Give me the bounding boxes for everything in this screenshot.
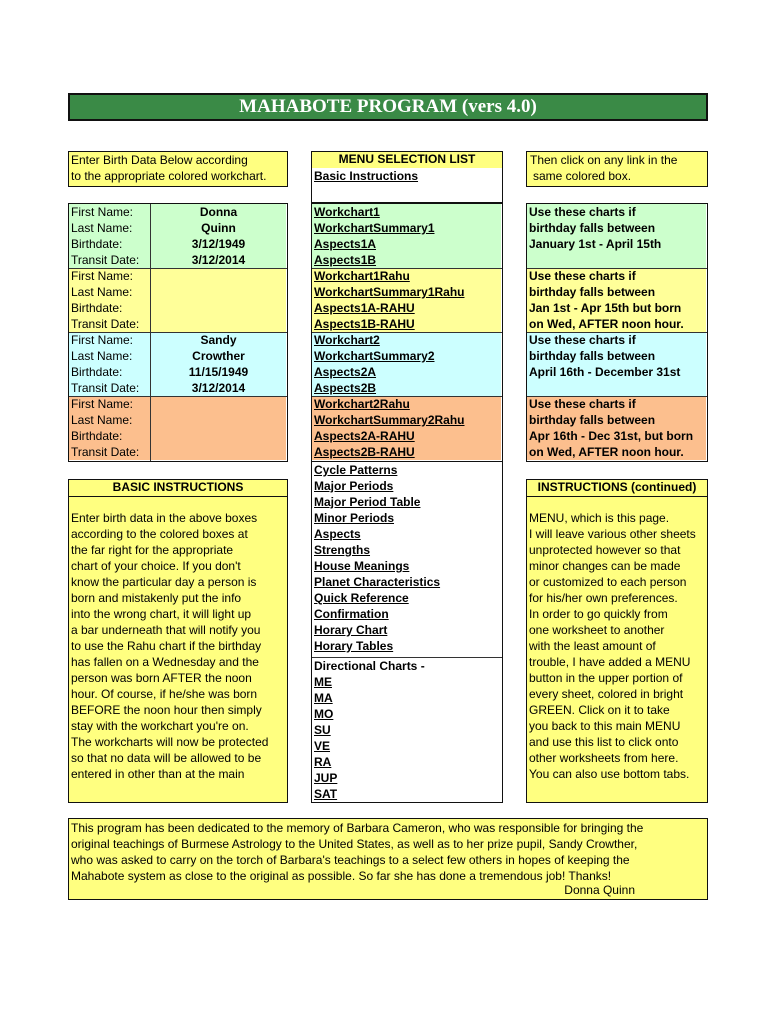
grid-divider (527, 268, 707, 269)
label-birthdate: Birthdate: (71, 429, 123, 443)
group3-links (312, 332, 501, 396)
label-last-name: Last Name: (71, 413, 133, 427)
link-workchart-summary1[interactable]: WorkchartSummary1 (314, 221, 435, 235)
link-aspects1b[interactable]: Aspects1B (314, 253, 377, 267)
label-last-name: Last Name: (71, 221, 133, 235)
note-line: Use these charts if (529, 397, 636, 411)
basic-instructions-line: has fallen on a Wednesday and the (71, 655, 259, 669)
group4-birthdate[interactable] (151, 428, 286, 444)
note-line: birthday falls between (529, 285, 656, 299)
instructions-continued-line: unprotected however so that (529, 543, 681, 557)
menu-link-planet-characteristics[interactable]: Planet Characteristics (314, 575, 441, 589)
note-line: birthday falls between (529, 221, 656, 235)
grid-divider (312, 332, 502, 333)
label-birthdate: Birthdate: (71, 237, 123, 251)
directional-charts-label: Directional Charts - (314, 659, 425, 673)
link-workchart2-rahu[interactable]: Workchart2Rahu (314, 397, 410, 411)
grid-divider (312, 268, 502, 269)
instructions-continued-line: MENU, which is this page. (529, 511, 670, 525)
basic-instructions-line: BEFORE the noon hour then simply (71, 703, 262, 717)
note-line: Use these charts if (529, 333, 636, 347)
intro-left-line: Enter Birth Data Below according (71, 153, 248, 167)
grid-divider (69, 268, 287, 269)
instructions-continued-heading: INSTRUCTIONS (continued) (537, 480, 697, 494)
group4-last-name[interactable] (151, 412, 286, 428)
label-transit-date: Transit Date: (71, 253, 140, 267)
instructions-continued-line: minor changes can be made (529, 559, 681, 573)
label-transit-date: Transit Date: (71, 381, 140, 395)
note-line: Apr 16th - Dec 31st, but born (529, 429, 694, 443)
instructions-continued-line: trouble, I have added a MENU (529, 655, 691, 669)
basic-instructions-line: hour. Of course, if he/she was born (71, 687, 258, 701)
basic-instructions-line: entered in other than at the main (71, 767, 245, 781)
basic-instructions-text (71, 510, 287, 782)
instructions-continued-line: for his/her own preferences. (529, 591, 678, 605)
basic-instructions-line: chart of your choice. If you don't (71, 559, 241, 573)
label-birthdate: Birthdate: (71, 365, 123, 379)
link-aspects1a-rahu[interactable]: Aspects1A-RAHU (314, 301, 415, 315)
basic-instructions-line: according to the colored boxes at (71, 527, 248, 541)
instructions-continued-line: other worksheets from here. (529, 751, 679, 765)
menu-link-horary-tables[interactable]: Horary Tables (314, 639, 394, 653)
menu-header (311, 151, 503, 169)
menu-link-cycle-patterns[interactable]: Cycle Patterns (314, 463, 398, 477)
grid-divider (69, 396, 287, 397)
basic-instructions-heading: BASIC INSTRUCTIONS (112, 480, 244, 494)
group4-links (312, 396, 501, 460)
note-line: birthday falls between (529, 349, 656, 363)
grid-divider (312, 396, 502, 397)
directional-link-jup[interactable]: JUP (314, 771, 338, 785)
dedication-line: original teachings of Burmese Astrology to the United States, as well as to her prize pupil, Sandy Crowther, (71, 837, 638, 851)
link-basic-instructions[interactable]: Basic Instructions (314, 169, 419, 183)
group3-note (527, 332, 706, 396)
label-first-name: First Name: (71, 397, 134, 411)
group3-birthdate[interactable]: 11/15/1949 (188, 365, 249, 379)
menu-link-horary-chart[interactable]: Horary Chart (314, 623, 388, 637)
note-line: April 16th - December 31st (529, 365, 681, 379)
basic-instructions-line: to use the Rahu chart if the birthday (71, 639, 262, 653)
menu-link-strengths[interactable]: Strengths (314, 543, 371, 557)
group2-links (312, 268, 501, 332)
group1-birthdate[interactable]: 3/12/1949 (191, 237, 246, 251)
link-workchart1-rahu[interactable]: Workchart1Rahu (314, 269, 410, 283)
group2-note (527, 268, 706, 332)
link-aspects1a[interactable]: Aspects1A (314, 237, 377, 251)
link-aspects2a[interactable]: Aspects2A (314, 365, 377, 379)
intro-left-line: to the appropriate colored workchart. (71, 169, 267, 183)
label-transit-date: Transit Date: (71, 317, 140, 331)
label-last-name: Last Name: (71, 285, 133, 299)
group1-transit-date[interactable]: 3/12/2014 (191, 253, 246, 267)
instructions-continued-line: every sheet, colored in bright (529, 687, 684, 701)
link-workchart-summary1-rahu[interactable]: WorkchartSummary1Rahu (314, 285, 465, 299)
directional-link-sat[interactable]: SAT (314, 787, 338, 801)
instructions-continued-line: You can also use bottom tabs. (529, 767, 690, 781)
basic-instructions-body (68, 497, 288, 803)
group3-transit-date[interactable]: 3/12/2014 (191, 381, 246, 395)
group1-last-name[interactable]: Quinn (201, 221, 236, 235)
instructions-continued-line: I will leave various other sheets (529, 527, 696, 541)
intro-right-line: Then click on any link in the (530, 153, 678, 167)
group4-transit-date[interactable] (151, 444, 286, 460)
basic-instructions-line: Enter birth data in the above boxes (71, 511, 258, 525)
instructions-continued-line: one worksheet to another (529, 623, 665, 637)
menu-link-aspects[interactable]: Aspects (314, 527, 361, 541)
dedication-line: Mahabote system as close to the original as possible. So far she has done a tremendous job! Thanks! (71, 869, 612, 883)
note-line: birthday falls between (529, 413, 656, 427)
intro-right-box (526, 151, 708, 187)
note-line (527, 252, 706, 268)
link-workchart2[interactable]: Workchart2 (314, 333, 380, 347)
link-aspects2b[interactable]: Aspects2B (314, 381, 377, 395)
menu-links (312, 462, 501, 654)
intro-right-line: same colored box. (533, 169, 632, 183)
basic-instructions-line: the far right for the appropriate (71, 543, 234, 557)
menu-list-box (311, 462, 503, 803)
grid-divider (69, 332, 287, 333)
group2-birthdate[interactable] (151, 300, 286, 316)
directional-link-su[interactable]: SU (314, 723, 331, 737)
dedication-box (68, 818, 708, 900)
instructions-continued-text (529, 510, 707, 782)
directional-link-ma[interactable]: MA (314, 691, 333, 705)
directional-link-ra[interactable]: RA (314, 755, 332, 769)
menu-link-major-period-table[interactable]: Major Period Table (314, 495, 421, 509)
group4-note (527, 396, 706, 460)
link-aspects2a-rahu[interactable]: Aspects2A-RAHU (314, 429, 415, 443)
group3-block (69, 332, 286, 396)
group1-block (69, 204, 286, 268)
menu-link-house-meanings[interactable]: House Meanings (314, 559, 410, 573)
label-transit-date: Transit Date: (71, 445, 140, 459)
link-workchart-summary2-rahu[interactable]: WorkchartSummary2Rahu (314, 413, 465, 427)
group4-first-name[interactable] (151, 396, 286, 412)
instructions-continued-line: In order to go quickly from (529, 607, 668, 621)
basic-instructions-line: stay with the workchart you're on. (71, 719, 249, 733)
link-workchart1[interactable]: Workchart1 (314, 205, 380, 219)
note-line: January 1st - April 15th (529, 237, 662, 251)
group3-first-name[interactable]: Sandy (200, 333, 237, 347)
grid-divider (527, 396, 707, 397)
dedication-text (71, 820, 707, 884)
basic-instructions-line: born and mistakenly put the info (71, 591, 242, 605)
basic-instructions-line: so that no data will be allowed to be (71, 751, 262, 765)
link-aspects2b-rahu[interactable]: Aspects2B-RAHU (314, 445, 415, 459)
directional-link-ve[interactable]: VE (314, 739, 331, 753)
note-line: on Wed, AFTER noon hour. (529, 317, 684, 331)
note-line: Use these charts if (529, 269, 636, 283)
group2-last-name[interactable] (151, 284, 286, 300)
chart-notes-grid (526, 203, 708, 462)
instructions-continued-line: and use this list to click onto (529, 735, 679, 749)
basic-instructions-line: a bar underneath that will notify you (71, 623, 261, 637)
menu-link-major-periods[interactable]: Major Periods (314, 479, 394, 493)
group2-first-name[interactable] (151, 268, 286, 284)
instructions-continued-body (526, 497, 708, 803)
instructions-continued-line: button in the upper portion of (529, 671, 683, 685)
chart-links-grid (311, 203, 503, 462)
intro-left-box (68, 151, 288, 187)
label-birthdate: Birthdate: (71, 301, 123, 315)
instructions-continued-heading-box (526, 479, 708, 497)
instructions-continued-line: GREEN. Click on it to take (529, 703, 670, 717)
program-title: MAHABOTE PROGRAM (vers 4.0) (68, 93, 708, 121)
group1-links (312, 204, 501, 268)
link-aspects1b-rahu[interactable]: Aspects1B-RAHU (314, 317, 415, 331)
dedication-line: who was asked to carry on the torch of Barbara's teachings to a select few others in hopes of keeping the (71, 853, 630, 867)
menu-link-minor-periods[interactable]: Minor Periods (314, 511, 395, 525)
group3-last-name[interactable]: Crowther (192, 349, 245, 363)
label-first-name: First Name: (71, 269, 134, 283)
dedication-signature: Donna Quinn (564, 883, 635, 897)
basic-instructions-line: The workcharts will now be protected (71, 735, 269, 749)
basic-instructions-line: know the particular day a person is (71, 575, 257, 589)
note-line: Use these charts if (529, 205, 636, 219)
note-line: Jan 1st - Apr 15th but born (529, 301, 682, 315)
basic-instructions-heading-box (68, 479, 288, 497)
menu-basic-box (311, 168, 503, 203)
link-workchart-summary2[interactable]: WorkchartSummary2 (314, 349, 435, 363)
directional-link-mo[interactable]: MO (314, 707, 334, 721)
basic-instructions-line: into the wrong chart, it will light up (71, 607, 252, 621)
menu-link-confirmation[interactable]: Confirmation (314, 607, 389, 621)
dedication-line: This program has been dedicated to the memory of Barbara Cameron, who was responsible for bringing the (71, 821, 644, 835)
note-line: on Wed, AFTER noon hour. (529, 445, 684, 459)
directional-links (312, 658, 501, 802)
menu-link-quick-reference[interactable]: Quick Reference (314, 591, 409, 605)
group2-transit-date[interactable] (151, 316, 286, 332)
group4-block (69, 396, 286, 460)
menu-header-label: MENU SELECTION LIST (338, 152, 476, 166)
label-last-name: Last Name: (71, 349, 133, 363)
directional-link-me[interactable]: ME (314, 675, 332, 689)
group1-note (527, 204, 706, 268)
instructions-continued-line: or customized to each person (529, 575, 687, 589)
birth-data-grid (68, 203, 288, 462)
label-first-name: First Name: (71, 205, 134, 219)
instructions-continued-line: you back to this main MENU (529, 719, 681, 733)
instructions-continued-line: with the least amount of (529, 639, 656, 653)
label-first-name: First Name: (71, 333, 134, 347)
note-line (527, 380, 706, 396)
basic-instructions-line: person was born AFTER the noon (71, 671, 252, 685)
group1-first-name[interactable]: Donna (199, 205, 238, 219)
grid-divider (527, 332, 707, 333)
group2-block (69, 268, 286, 332)
